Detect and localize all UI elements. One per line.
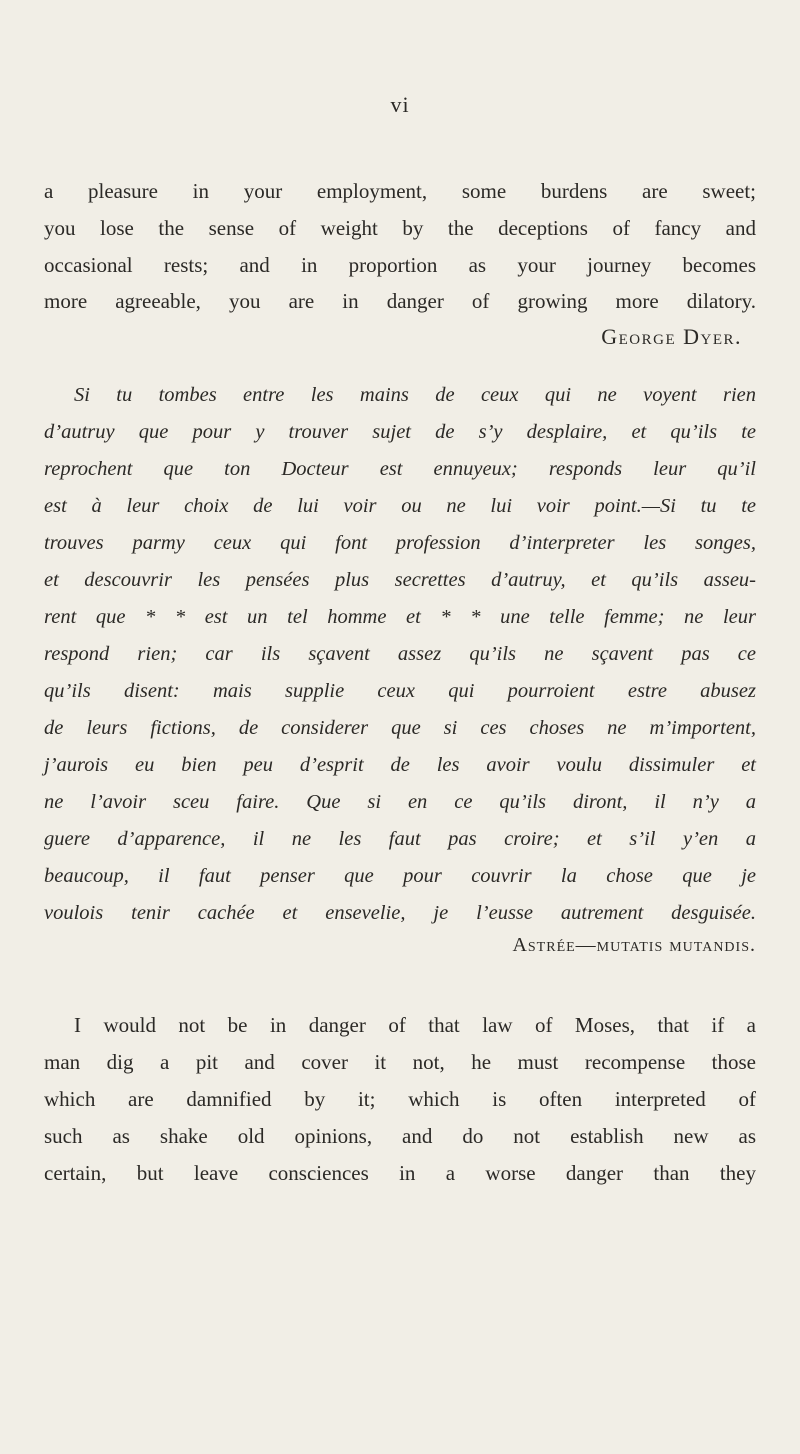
text-line: beaucoup, il faut penser que pour couvrir la chose que je	[44, 865, 756, 887]
text-line: a pleasure in your employment, some burdens are sweet;	[44, 179, 756, 203]
text-line: j’aurois eu bien peu d’esprit de les avoir voulu dissimuler et	[44, 754, 756, 776]
text-line: ne l’avoir sceu faire. Que si en ce qu’ils diront, il n’y a	[44, 791, 756, 813]
text-line: qu’ils disent: mais supplie ceux qui pourroient estre abusez	[44, 680, 756, 702]
text-line: certain, but leave consciences in a worse danger than they	[44, 1161, 756, 1185]
attribution-astree: Astrée—mutatis mutandis.	[512, 934, 756, 956]
text-line: I would not be in danger of that law of Moses, that if a	[74, 1013, 756, 1037]
text-line: et descouvrir les pensées plus secrettes d’autruy, et qu’ils asseu-	[44, 569, 756, 591]
text-line: rent que * * est un tel homme et * * une telle femme; ne leur	[44, 606, 756, 628]
text-line: de leurs fictions, de considerer que si ces choses ne m’importent,	[44, 717, 756, 739]
text-line: more agreeable, you are in danger of growing more dilatory.	[44, 289, 756, 313]
text-line: d’autruy que pour y trouver sujet de s’y desplaire, et qu’ils te	[44, 421, 756, 443]
text-line: occasional rests; and in proportion as your journey becomes	[44, 253, 756, 277]
text-line: guere d’apparence, il ne les faut pas croire; et s’il y’en a	[44, 828, 756, 850]
attribution-dyer: George Dyer.	[601, 324, 742, 349]
text-line: reprochent que ton Docteur est ennuyeux; responds leur qu’il	[44, 458, 756, 480]
text-line: which are damnified by it; which is often interpreted of	[44, 1087, 756, 1111]
page-number: vi	[390, 92, 410, 117]
text-line: trouves parmy ceux qui font profession d’interpreter les songes,	[44, 532, 756, 554]
text-line: voulois tenir cachée et ensevelie, je l’eusse autrement desguisée.	[44, 902, 756, 924]
text-line: you lose the sense of weight by the deceptions of fancy and	[44, 216, 756, 240]
text-line: respond rien; car ils sçavent assez qu’ils ne sçavent pas ce	[44, 643, 756, 665]
text-line: Si tu tombes entre les mains de ceux qui ne voyent rien	[74, 384, 756, 406]
text-line: est à leur choix de lui voir ou ne lui voir point.—Si tu te	[44, 495, 756, 517]
text-line: such as shake old opinions, and do not establish new as	[44, 1124, 756, 1148]
text-line: man dig a pit and cover it not, he must recompense those	[44, 1050, 756, 1074]
